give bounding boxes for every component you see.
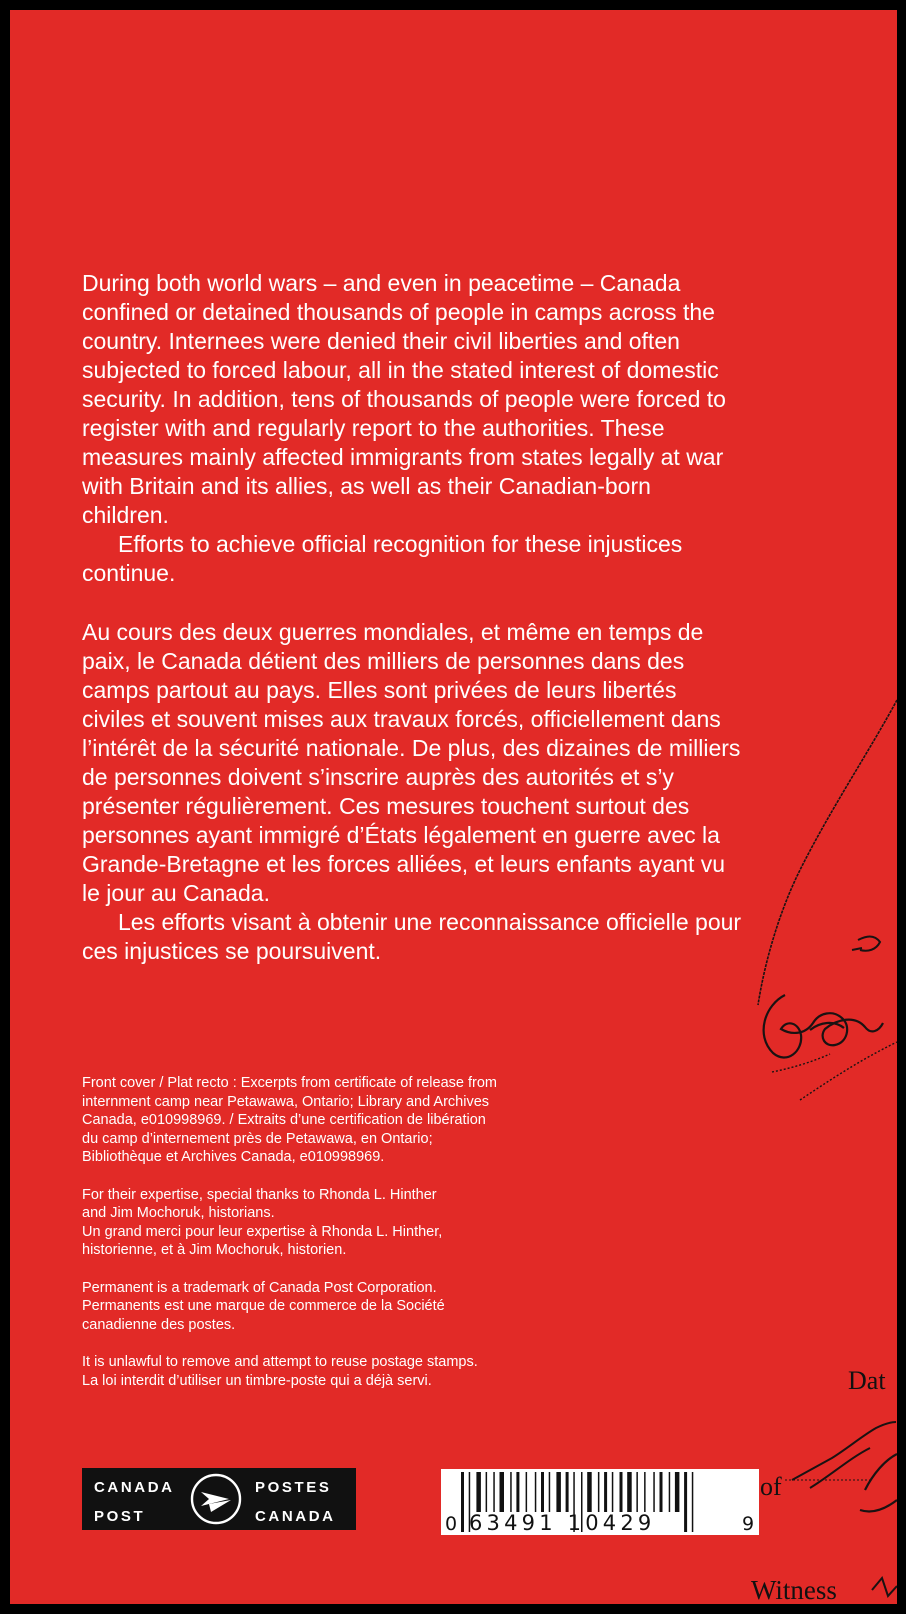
canada-post-logo [82, 1468, 356, 1530]
legal-note: It is unlawful to remove and attempt to reuse postage stamps. La loi interdit d’utiliser un timbre-poste qui a déjà servi. [82, 1353, 478, 1389]
barcode-bar [660, 1472, 663, 1512]
logo-word-canada-en: CANADA [94, 1479, 175, 1496]
barcode-bar [692, 1472, 694, 1532]
french-paragraph-2: Les efforts visant à obtenir une reconnaissance officielle pour ces injustices se poursuivent. [82, 909, 742, 964]
barcode-bar [516, 1472, 519, 1512]
barcode-bar [493, 1472, 495, 1512]
certificate-witness-fragment: Witness [751, 1575, 837, 1604]
upc-barcode [441, 1469, 759, 1535]
barcode-bar [510, 1472, 512, 1512]
english-description [82, 269, 742, 588]
barcode-leading-digit: 0 [445, 1513, 459, 1535]
barcode-bar [587, 1472, 592, 1512]
barcode-bar [526, 1472, 528, 1512]
fine-print-notes [82, 1074, 582, 1409]
barcode-trailing-digit: 9 [742, 1513, 756, 1535]
barcode-bar [556, 1472, 561, 1512]
barcode-bar [461, 1472, 464, 1532]
english-paragraph-1: During both world wars – and even in peacetime – Canada confined or detained thousands of people in camps across the country. Internees were denied their civil liberties and often subjected to forced labour, all in the stated interest of domestic security. In addition, tens of thousands of people were forced to register with and regularly report to the authorities. These measures mainly affected immigrants from states legally at war with Britain and its allies, as well as their Canadian-born children. [82, 270, 726, 528]
english-paragraph-2: Efforts to achieve official recognition for these injustices continue. [82, 531, 683, 586]
logo-word-post: POST [94, 1508, 146, 1525]
cover-credit-note: Front cover / Plat recto : Excerpts from certificate of release from internment camp near Petawawa, Ontario; Library and Archives Canada, e010998969. / Extraits d’une certification de libération du camp d’internement près de Petawawa, en Ontario; Bibliothèque et Archives Canada, e010998969. [82, 1075, 497, 1166]
barcode-main-digits: 63491 10429 [469, 1511, 656, 1535]
barcode-bar [541, 1472, 544, 1512]
french-description [82, 618, 742, 966]
french-paragraph-1: Au cours des deux guerres mondiales, et même en temps de paix, le Canada détient des milliers de personnes dans des camps partout au pays. Elles sont privées de leurs libertés civiles et souvent mises aux travaux forcés, officiellement dans l’intérêt de la sécurité nationale. De plus, des dizaines de milliers de personnes doivent s’inscrire auprès des autorités et s’y présenter régulièrement. Ces mesures touchent surtout des personnes ayant immigré d’États légalement en guerre avec la Grande-Bretagne et les forces alliées, et leurs enfants ayant vu le jour au Canada. [82, 619, 741, 906]
barcode-bar [549, 1472, 551, 1512]
thanks-note: For their expertise, special thanks to Rhonda L. Hinther and Jim Mochoruk, historians. Un grand merci pour leur expertise à Rhonda L. Hinther, historienne, et à Jim Mochoruk, historien. [82, 1186, 443, 1259]
canada-post-emblem-icon [189, 1472, 243, 1526]
barcode-bar [636, 1472, 638, 1512]
barcode-bar [644, 1472, 646, 1512]
barcode-bar [598, 1472, 600, 1512]
barcode-bar [620, 1472, 623, 1512]
barcode-bar [627, 1472, 632, 1512]
certificate-date-fragment: Dat [848, 1366, 886, 1395]
logo-word-postes: POSTES [255, 1479, 332, 1496]
barcode-bar [653, 1472, 655, 1512]
booklet-back-cover [10, 10, 897, 1604]
barcode-bar [675, 1472, 680, 1512]
logo-word-canada-fr: CANADA [255, 1508, 336, 1525]
barcode-bar [476, 1472, 481, 1512]
barcode-bar [684, 1472, 687, 1532]
barcode-bar [566, 1472, 569, 1512]
trademark-note: Permanent is a trademark of Canada Post Corporation. Permanents est une marque de commerce de la Société canadienne des postes. [82, 1279, 445, 1333]
barcode-bar [604, 1472, 607, 1512]
barcode-bar [669, 1472, 671, 1512]
barcode-bar [500, 1472, 505, 1512]
barcode-bar [486, 1472, 488, 1512]
certificate-of-fragment: of [760, 1472, 782, 1501]
barcode-bar [612, 1472, 614, 1512]
barcode-bar [535, 1472, 537, 1512]
